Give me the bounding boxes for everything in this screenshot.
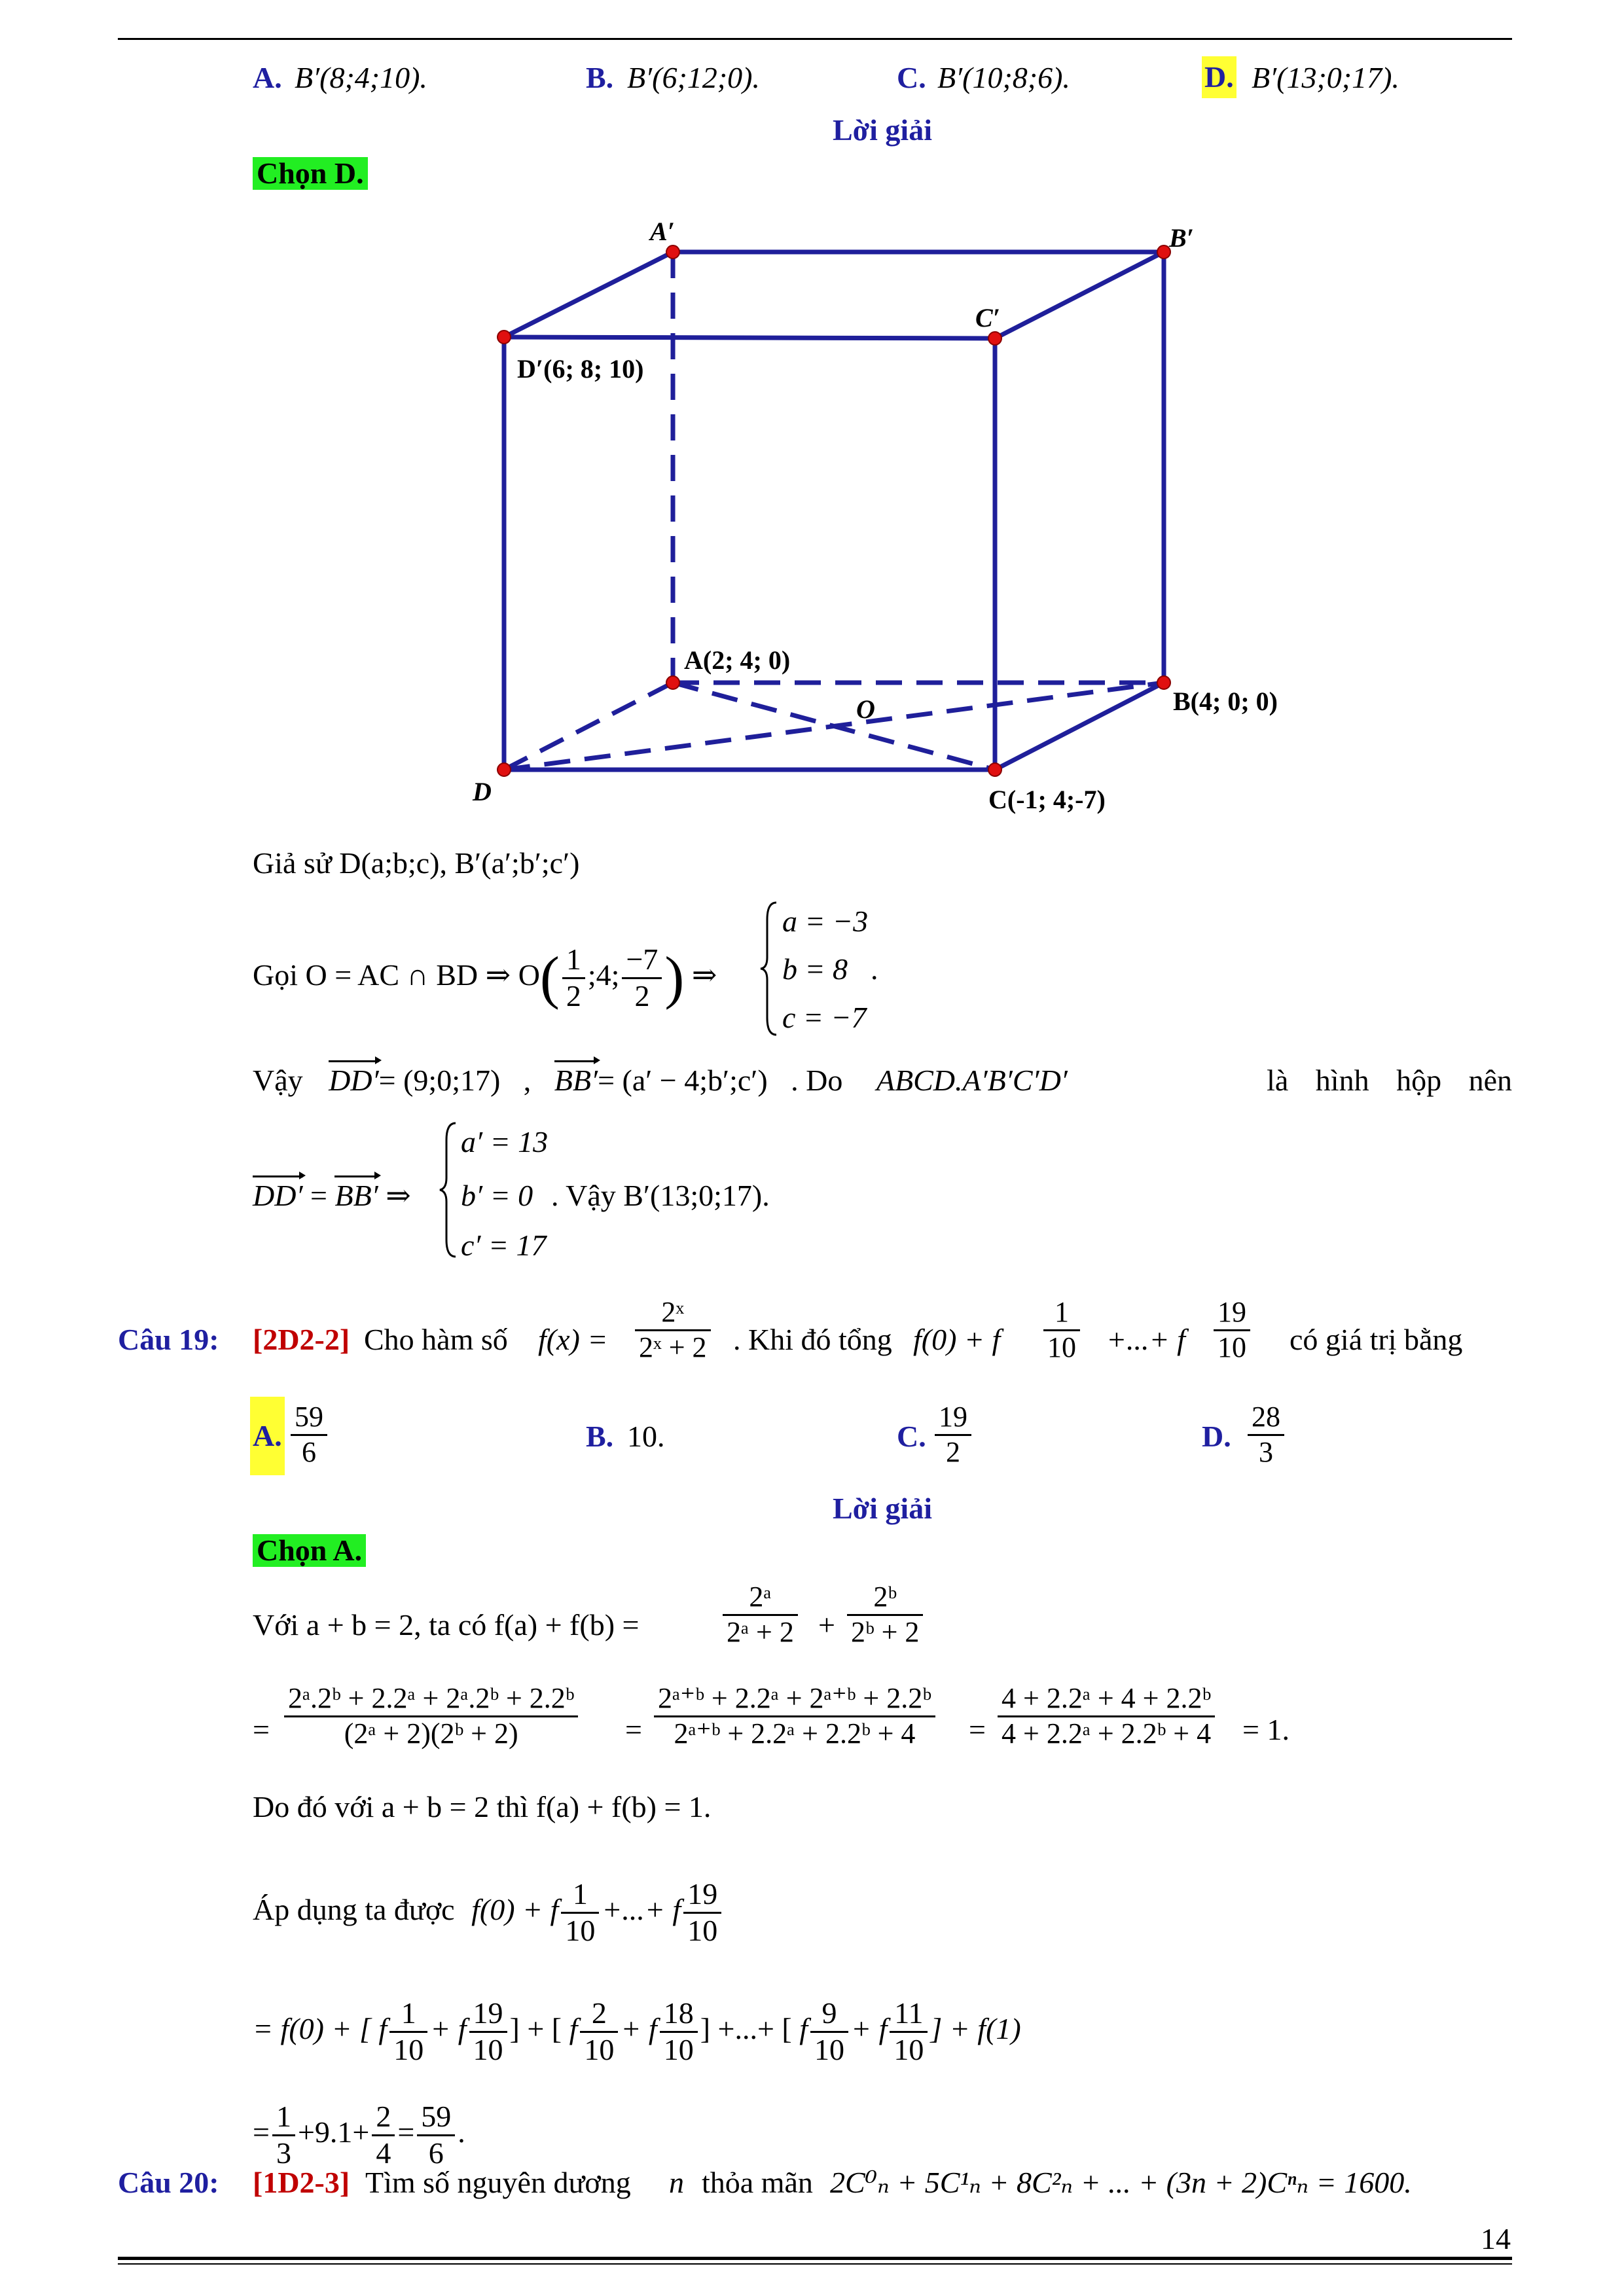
- point-a: [666, 676, 679, 689]
- label-o: O: [856, 694, 875, 724]
- q18-line2-prefix: Gọi O = AC ∩ BD ⇒ O: [253, 958, 540, 992]
- label-a-prime: A′: [650, 217, 675, 246]
- q19-opt-c-frac: $\frac{19}{2}$: [935, 1401, 971, 1469]
- q19-s2-eq2: =: [625, 1713, 642, 1746]
- choose-d: Chọn D.: [253, 157, 368, 190]
- q19-text1: Cho hàm số: [364, 1323, 508, 1356]
- point-c-prime: [988, 332, 1001, 345]
- label-d-prime: D′(6; 8; 10): [517, 354, 644, 384]
- q19-s5: = f(0) + [ f $\frac{1}{10}$ + f $\frac{19}{10}$ ] + [ f $\frac{2}{10}$ + f $\frac{18}{10}$ ] +...+ [ f $\frac{9}{10}$ + f $\frac{11}{10}$ ] + f(1): [253, 1996, 1021, 2066]
- option-c-letter: C.: [897, 61, 926, 94]
- sys1-row1: a = −3: [782, 905, 869, 938]
- label-a: A(2; 4; 0): [684, 645, 791, 675]
- q19-label: Câu 19:: [118, 1323, 219, 1356]
- q18-line1: Giả sử D(a;b;c), B′(a′;b′;c′): [253, 846, 580, 880]
- q18-line4: DD′ = BB′ ⇒: [253, 1179, 411, 1212]
- q19-s1-frac1: $\frac{\text{2ᵃ}}{\text{2ᵃ + 2}}$: [723, 1581, 798, 1649]
- bottom-rule-thick: [118, 2257, 1512, 2260]
- label-d: D: [473, 777, 492, 806]
- q19-opt-b: B.: [586, 1420, 614, 1453]
- sys1-row2: b = 8: [782, 952, 848, 986]
- q19-fx-frac: $\frac{\text{2ˣ}}{\text{2ˣ + 2}}$: [635, 1296, 711, 1364]
- bottom-rule-thin: [118, 2263, 1512, 2265]
- q19-opt-a: A.: [250, 1397, 285, 1475]
- q19-s1-plus: +: [818, 1608, 835, 1641]
- q18-line2: Gọi O = AC ∩ BD ⇒ O( $\frac{1}{2}$ ;4; $\frac{-7}{2}$ ) ⇒: [253, 942, 717, 1013]
- q20-text2: thỏa mãn: [702, 2166, 813, 2199]
- o-y: ;4;: [587, 958, 620, 992]
- choose-a: Chọn A.: [253, 1534, 366, 1567]
- q19-s2-frac2: $\frac{\text{2ᵃ⁺ᵇ + 2.2ᵃ + 2ᵃ⁺ᵇ + 2.2ᵇ}}{\text{2ᵃ⁺ᵇ + 2.2ᵃ + 2.2ᵇ + 4}}$: [654, 1682, 935, 1750]
- q19-frac2: $\frac{19}{10}$: [1214, 1296, 1250, 1364]
- option-a-text: B′(8;4;10).: [295, 61, 427, 94]
- parallelepiped-diagram: [0, 0, 1624, 851]
- sys2-row3: c′ = 17: [461, 1229, 547, 1262]
- page-number: 14: [1481, 2222, 1511, 2255]
- label-b-prime: B′: [1169, 223, 1194, 253]
- q19-fx: f(x) =: [538, 1323, 608, 1356]
- q20-text: Tìm số nguyên dương: [365, 2166, 631, 2199]
- label-c: C(-1; 4;-7): [988, 785, 1106, 814]
- sys1-period: .: [871, 952, 878, 986]
- q19-s2-frac1: $\frac{\text{2ᵃ.2ᵇ + 2.2ᵃ + 2ᵃ.2ᵇ + 2.2ᵇ}}{\text{(2ᵃ + 2)(2ᵇ + 2)}}$: [284, 1682, 578, 1750]
- q19-opt-c: C.: [897, 1420, 926, 1453]
- q18-line3: Vậy DD′= (9;0;17) , BB′= (a′ − 4;b′;c′) . Do ABCD.A′B′C′D′ là hình hộp nên: [253, 1064, 1512, 1097]
- q19-tag: [2D2-2]: [253, 1323, 350, 1356]
- q20-formula: 2C⁰ₙ + 5C¹ₙ + 8C²ₙ + ... + (3n + 2)Cⁿₙ = 1600.: [830, 2166, 1412, 2199]
- o-x-frac: $\frac{1}{2}$: [562, 942, 585, 1014]
- sys2-row2: b′ = 0: [461, 1179, 533, 1212]
- o-z-frac: $\frac{-7}{2}$: [622, 942, 662, 1014]
- point-a-prime: [666, 245, 679, 259]
- q19-s2-eq3: =: [969, 1713, 986, 1746]
- q19-s2-eq: =: [253, 1713, 270, 1746]
- q19-s4: Áp dụng ta được f(0) + f $\frac{1}{10}$ +...+ f $\frac{19}{10}$: [253, 1877, 724, 1948]
- q19-opt-d: D.: [1202, 1420, 1231, 1453]
- q19-s6: = $\frac{1}{3}$ +9.1+ $\frac{2}{4}$ = $\frac{59}{6}$ .: [253, 2100, 465, 2170]
- q19-frac1: $\frac{1}{10}$: [1043, 1296, 1080, 1364]
- label-b: B(4; 0; 0): [1173, 687, 1278, 716]
- option-b-text: B′(6;12;0).: [627, 61, 760, 94]
- q19-s1: Với a + b = 2, ta có f(a) + f(b) =: [253, 1608, 640, 1641]
- sys1-row3: c = −7: [782, 1001, 867, 1034]
- q20-tag: [1D2-3]: [253, 2166, 350, 2199]
- point-b-prime: [1157, 245, 1170, 259]
- option-c-text: B′(10;8;6).: [937, 61, 1070, 94]
- q19-s3: Do đó với a + b = 2 thì f(a) + f(b) = 1.: [253, 1790, 712, 1823]
- q20-label: Câu 20:: [118, 2166, 219, 2199]
- option-a-letter: A.: [253, 61, 282, 94]
- point-d-prime: [497, 331, 511, 344]
- option-d-letter: D.: [1202, 56, 1236, 98]
- option-b-letter: B.: [586, 61, 614, 94]
- brace-1: [759, 900, 779, 1037]
- q19-opt-a-frac: $\frac{59}{6}$: [291, 1401, 327, 1469]
- sys2-row1: a′ = 13: [461, 1125, 549, 1158]
- point-b: [1157, 676, 1170, 689]
- point-d: [497, 763, 511, 776]
- q19-text3: có giá trị bằng: [1290, 1323, 1463, 1356]
- q19-s2-frac3: $\frac{\text{4 + 2.2ᵃ + 4 + 2.2ᵇ}}{\text{4 + 2.2ᵃ + 2.2ᵇ + 4}}$: [998, 1682, 1215, 1750]
- q20-n: n: [669, 2166, 684, 2199]
- brace-2: [439, 1121, 458, 1259]
- q19-s2-end: = 1.: [1242, 1713, 1290, 1746]
- solution-title-1: Lời giải: [833, 113, 932, 147]
- q19-mid: +...+ f: [1106, 1323, 1185, 1356]
- q19-sum: f(0) + f: [913, 1323, 1001, 1356]
- q19-opt-d-frac: $\frac{28}{3}$: [1248, 1401, 1284, 1469]
- option-d-text: B′(13;0;17).: [1252, 61, 1399, 94]
- point-c: [988, 763, 1001, 776]
- q19-text2: . Khi đó tổng: [733, 1323, 892, 1356]
- q19-s1-frac2: $\frac{\text{2ᵇ}}{\text{2ᵇ + 2}}$: [847, 1581, 923, 1649]
- q19-opt-b-val: 10.: [627, 1420, 665, 1453]
- label-c-prime: C′: [975, 303, 1000, 332]
- solution-title-2: Lời giải: [833, 1492, 932, 1525]
- q18-conclusion: . Vậy B′(13;0;17).: [551, 1179, 770, 1212]
